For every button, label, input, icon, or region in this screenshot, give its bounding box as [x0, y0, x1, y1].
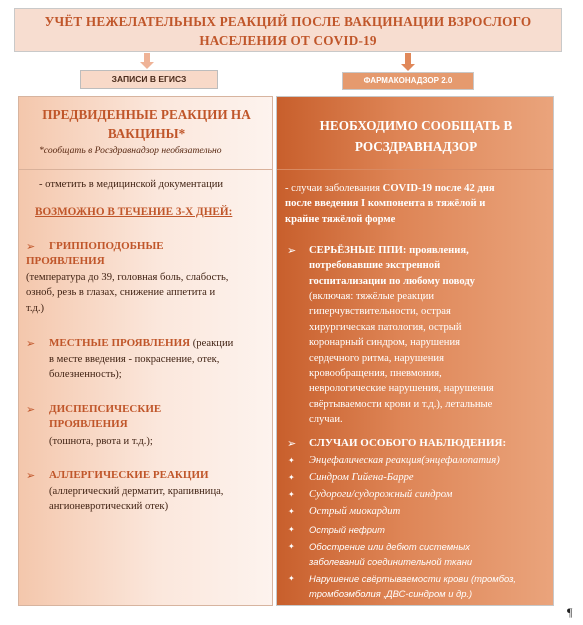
arrow-bullet-icon: ➢: [26, 337, 36, 350]
divider: [19, 169, 272, 170]
expected-reactions-heading: ПРЕДВИДЕННЫЕ РЕАКЦИИ НА ВАКЦИНЫ*: [42, 107, 251, 141]
flu-like-desc: (температура до 39, головная боль, слабость, озноб, резь в глазах, снижение аппетита и т.д.): [26, 272, 229, 314]
arrow-bullet-icon: ➢: [26, 403, 36, 416]
arrow-bullet-icon: ➢: [287, 437, 297, 450]
list-item: ✦ Синдром Гийена-Барре: [288, 472, 414, 483]
flu-like-title: ГРИППОПОДОБНЫЕ: [49, 240, 164, 252]
divider: [277, 169, 553, 170]
special-observation-list: [287, 453, 553, 604]
allergic-title: АЛЛЕРГИЧЕСКИЕ РЕАКЦИИ: [49, 469, 209, 481]
optional-report-note: *сообщать в Росздравнадзор необязательно: [39, 145, 222, 156]
serious-ae-title: СЕРЬЁЗНЫЕ ППИ: проявления, потребовавшие экстренной госпитализации по любому поводу: [309, 245, 475, 287]
pharmacovigilance-tag: ФАРМАКОНАДЗОР 2.0: [342, 72, 474, 90]
arrow-bullet-icon: ➢: [287, 244, 297, 257]
page-title: УЧЁТ НЕЖЕЛАТЕЛЬНЫХ РЕАКЦИЙ ПОСЛЕ ВАКЦИНАЦИИ ВЗРОСЛОГО НАСЕЛЕНИЯ ОТ COVID-19: [14, 8, 562, 52]
list-item: ✦ Судороги/судорожный синдром: [288, 489, 453, 500]
arrow-bullet-icon: ➢: [26, 469, 36, 482]
arrow-bullet-icon: ➢: [26, 240, 36, 253]
local-desc: в месте введения - покраснение, отек, болезненность);: [49, 354, 220, 381]
expected-reactions-panel: [18, 96, 273, 606]
egisz-tag: ЗАПИСИ В ЕГИСЗ: [80, 70, 218, 89]
list-item: ✦ Нарушение свёртываемости крови (тромбоз, тромбоэмболия ,ДВС-синдром и др.): [288, 573, 517, 599]
list-item: ✦ Острый миокардит: [288, 506, 401, 517]
special-observation-title: СЛУЧАИ ОСОБОГО НАБЛЮДЕНИЯ:: [309, 437, 507, 449]
must-report-heading: НЕОБХОДИМО СООБЩАТЬ В РОСЗДРАВНАДЗОР: [319, 118, 513, 154]
serious-ae-desc: (включая: тяжёлые реакции гиперчувствительности, острая хирургическая патология, острый коронарный синдром, нарушения сердечного ритма, нарушения кровообращения, пневмония, неврологические нарушения, нарушения свёртываемости крови и т.д.), летальные случаи.: [309, 291, 494, 426]
list-item: ✦ Энцефалическая реакция(энцефалопатия): [288, 455, 500, 466]
pilcrow-mark: ¶: [567, 605, 573, 619]
local-title: МЕСТНЫЕ ПРОЯВЛЕНИЯ (реакции: [49, 337, 234, 349]
document-note: - отметить в медицинской документации: [39, 179, 224, 190]
covid-cases-note: - случаи заболевания COVID-19 после 42 дня после введения I компонента в тяжёлой и крайне тяжёлой форме: [285, 183, 495, 225]
must-report-panel: [276, 96, 554, 606]
dyspeptic-desc: (тошнота, рвота и т.д.);: [49, 436, 153, 447]
flu-like-title-2: ПРОЯВЛЕНИЯ: [26, 255, 105, 267]
list-item: ✦ Острый нефрит: [288, 524, 385, 535]
dyspeptic-title: ДИСПЕПСИЧЕСКИЕ ПРОЯВЛЕНИЯ: [49, 403, 162, 431]
period-heading: ВОЗМОЖНО В ТЕЧЕНИЕ 3-Х ДНЕЙ:: [35, 206, 233, 218]
allergic-desc: (аллергический дерматит, крапивница, ангионевротический отек): [49, 486, 224, 513]
list-item: ✦ Обострение или дебют системных заболеваний соединительной ткани: [288, 541, 473, 567]
